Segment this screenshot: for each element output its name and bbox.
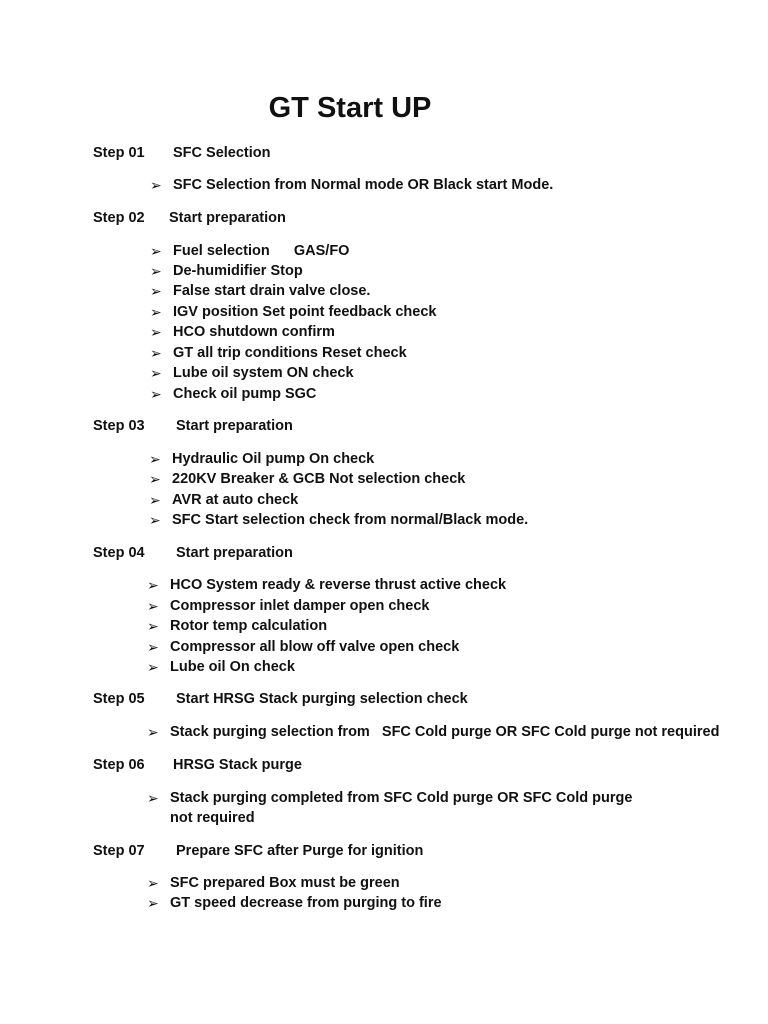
list-item-text: HCO System ready & reverse thrust active check [170, 577, 507, 593]
list-item-text: Compressor inlet damper open check [170, 598, 430, 614]
step-heading [93, 543, 293, 563]
arrow-bullet-icon: ➢ [149, 471, 161, 487]
arrow-bullet-icon: ➢ [147, 790, 159, 806]
step-title: HRSG Stack purge [173, 757, 302, 773]
step-heading [93, 208, 286, 228]
step-number: Step 06 [93, 757, 145, 773]
arrow-bullet-icon: ➢ [149, 451, 161, 467]
list-item-text: Stack purging completed from SFC Cold purge OR SFC Cold purge not required [170, 790, 633, 826]
list-item-text: HCO shutdown confirm [173, 324, 335, 340]
step-number: Step 02 [93, 210, 145, 226]
step-title: Start preparation [176, 545, 293, 561]
step-heading [93, 689, 468, 709]
arrow-bullet-icon: ➢ [147, 577, 159, 593]
list-item-text: Stack purging selection from SFC Cold purge OR SFC Cold purge not required [170, 724, 720, 740]
list-item-text: De-humidifier Stop [173, 263, 303, 279]
arrow-bullet-icon: ➢ [150, 263, 162, 279]
list-item-text: Fuel selection GAS/FO [173, 243, 350, 259]
arrow-bullet-icon: ➢ [150, 324, 162, 340]
arrow-bullet-icon: ➢ [150, 365, 162, 381]
list-item-text: Rotor temp calculation [170, 618, 328, 634]
step-heading [93, 143, 271, 163]
arrow-bullet-icon: ➢ [150, 243, 162, 259]
list-item-text: Lube oil system ON check [173, 365, 354, 381]
step-heading [93, 755, 302, 775]
list-item-text: Hydraulic Oil pump On check [172, 451, 375, 467]
list-item-text: False start drain valve close. [173, 283, 371, 299]
step-number: Step 01 [93, 145, 145, 161]
arrow-bullet-icon: ➢ [150, 345, 162, 361]
list-item-text: SFC Start selection check from normal/Black mode. [172, 512, 529, 528]
step-title: Start HRSG Stack purging selection check [176, 691, 468, 707]
step-title: Prepare SFC after Purge for ignition [176, 843, 424, 859]
arrow-bullet-icon: ➢ [149, 512, 161, 528]
list-item-text: 220KV Breaker & GCB Not selection check [172, 471, 466, 487]
step-heading [93, 841, 424, 861]
arrow-bullet-icon: ➢ [150, 283, 162, 299]
list-item-text: AVR at auto check [172, 492, 299, 508]
arrow-bullet-icon: ➢ [150, 304, 162, 320]
list-item-text: SFC prepared Box must be green [170, 875, 400, 891]
list-item-text: GT speed decrease from purging to fire [170, 895, 442, 911]
arrow-bullet-icon: ➢ [147, 724, 159, 740]
list-item-text: Compressor all blow off valve open check [170, 639, 460, 655]
arrow-bullet-icon: ➢ [150, 386, 162, 402]
arrow-bullet-icon: ➢ [149, 492, 161, 508]
arrow-bullet-icon: ➢ [147, 895, 159, 911]
arrow-bullet-icon: ➢ [147, 618, 159, 634]
document-title: GT Start UP [268, 92, 432, 124]
list-item-text: Check oil pump SGC [173, 386, 317, 402]
arrow-bullet-icon: ➢ [147, 875, 159, 891]
step-number: Step 03 [93, 418, 145, 434]
list-item [147, 788, 647, 828]
list-item-text: IGV position Set point feedback check [173, 304, 437, 320]
step-title: Start preparation [169, 210, 286, 226]
arrow-bullet-icon: ➢ [147, 639, 159, 655]
step-number: Step 05 [93, 691, 145, 707]
list-item-text: GT all trip conditions Reset check [173, 345, 407, 361]
step-number: Step 04 [93, 545, 145, 561]
step-heading [93, 416, 293, 436]
step-number: Step 07 [93, 843, 145, 859]
arrow-bullet-icon: ➢ [147, 659, 159, 675]
list-item-text: SFC Selection from Normal mode OR Black start Mode. [173, 177, 554, 193]
arrow-bullet-icon: ➢ [150, 177, 162, 193]
arrow-bullet-icon: ➢ [147, 598, 159, 614]
list-item-text: Lube oil On check [170, 659, 295, 675]
step-title: Start preparation [176, 418, 293, 434]
step-title: SFC Selection [173, 145, 271, 161]
